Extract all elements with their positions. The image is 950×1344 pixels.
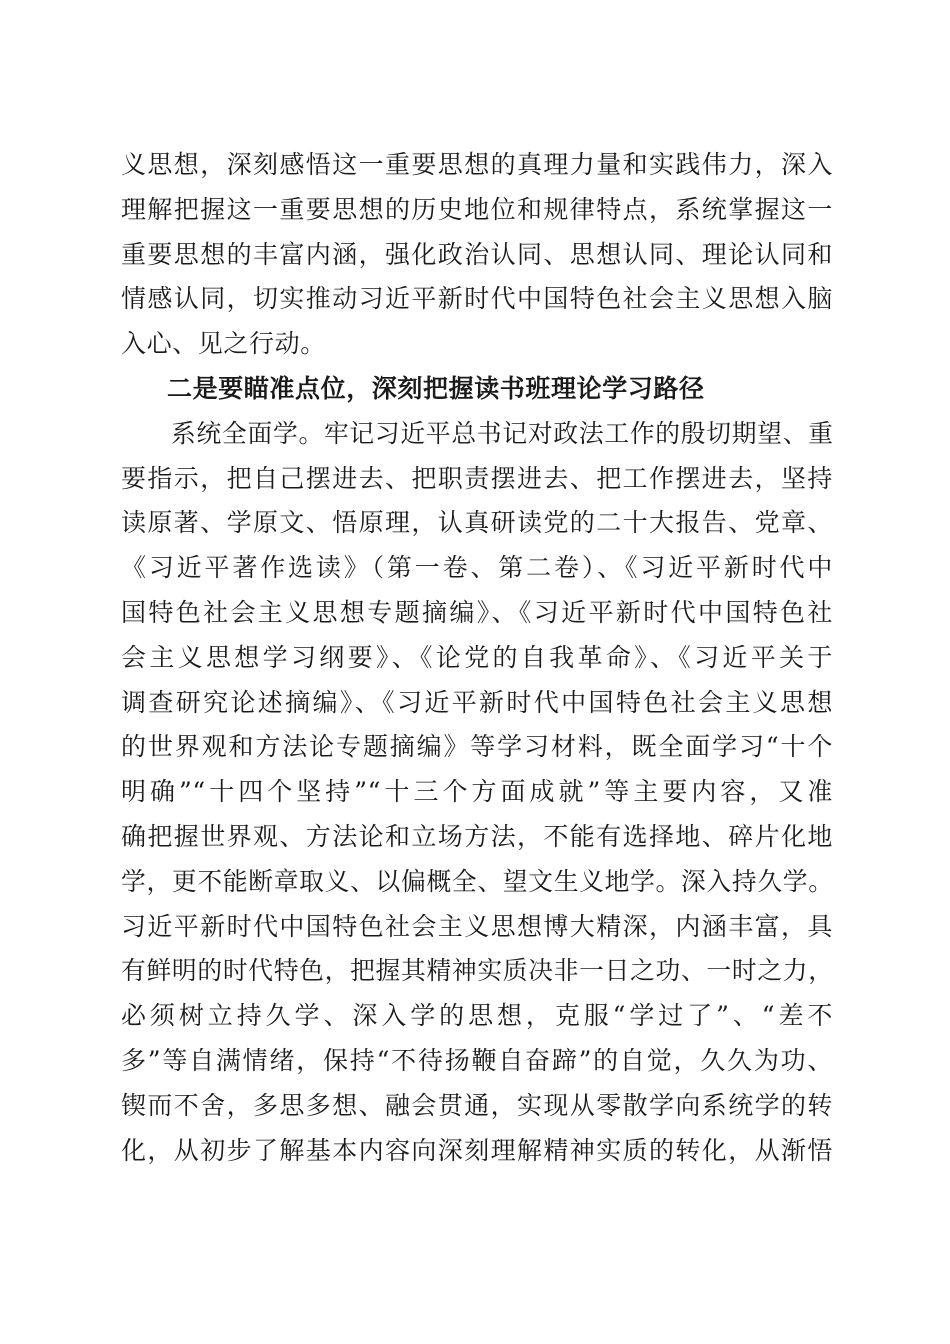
text-line: 多”等自满情绪，保持“不待扬鞭自奋蹄”的自觉，久久为功、 — [121, 1045, 833, 1075]
text-line: 入心、见之行动。 — [121, 329, 326, 359]
text-line: 《习近平著作选读》（第一卷、第二卷）、《习近平新时代中 — [121, 553, 833, 583]
paragraph-first-line: 系统全面学。牢记习近平总书记对政法工作的殷切期望、重 — [171, 418, 833, 448]
text-line: 确把握世界观、方法论和立场方法，不能有选择地、碎片化地 — [121, 821, 833, 851]
text-line: 读原著、学原文、悟原理，认真研读党的二十大报告、党章、 — [121, 508, 833, 538]
text-line: 情感认同，切实推动习近平新时代中国特色社会主义思想入脑 — [121, 284, 833, 314]
text-line: 理解把握这一重要思想的历史地位和规律特点，系统掌握这一 — [121, 194, 833, 224]
text-line: 锲而不舍，多思多想、融会贯通，实现从零散学向系统学的转 — [121, 1090, 833, 1120]
text-line: 义思想，深刻感悟这一重要思想的真理力量和实践伟力，深入 — [121, 150, 833, 179]
text-line: 会主义思想学习纲要》、《论党的自我革命》、《习近平关于 — [121, 642, 833, 672]
text-line: 的世界观和方法论专题摘编》等学习材料，既全面学习“十个 — [121, 732, 833, 762]
document-body — [121, 143, 833, 1173]
text-line: 明确”“十四个坚持”“十三个方面成就”等主要内容，又准 — [121, 777, 833, 807]
text-line: 习近平新时代中国特色社会主义思想博大精深，内涵丰富，具 — [121, 911, 833, 941]
text-line: 化，从初步了解基本内容向深刻理解精神实质的转化，从渐悟 — [121, 1135, 833, 1165]
text-line: 必须树立持久学、深入学的思想，克服“学过了”、“差不 — [121, 1001, 833, 1031]
text-line: 学，更不能断章取义、以偏概全、望文生义地学。深入持久学。 — [121, 866, 833, 896]
text-line: 要指示，把自己摆进去、把职责摆进去、把工作摆进去，坚持 — [121, 463, 833, 493]
text-line: 国特色社会主义思想专题摘编》、《习近平新时代中国特色社 — [121, 597, 833, 627]
text-line: 调查研究论述摘编》、《习近平新时代中国特色社会主义思想 — [121, 687, 833, 717]
text-line: 有鲜明的时代特色，把握其精神实质决非一日之功、一时之力， — [121, 956, 833, 986]
text-line: 重要思想的丰富内涵，强化政治认同、思想认同、理论认同和 — [121, 239, 833, 269]
section-heading: 二是要瞄准点位，深刻把握读书班理论学习路径 — [167, 373, 705, 403]
